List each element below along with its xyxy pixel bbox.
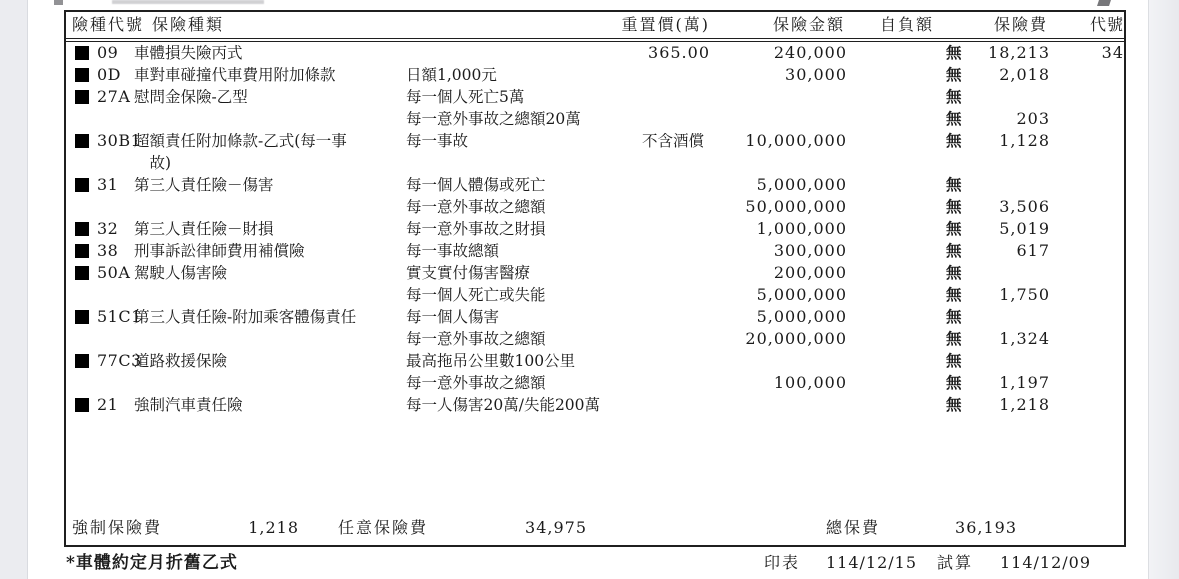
cell-risk-code: 0D: [97, 65, 122, 84]
cell-insurance-type: 道路救援保險: [134, 352, 228, 370]
print-date-label: 印表: [764, 553, 801, 572]
cell-coverage-desc: 每一個人傷害: [406, 308, 500, 326]
cell-deductible: 無: [946, 175, 962, 194]
cell-insured-amount: 300,000: [773, 241, 847, 260]
table-row: [66, 42, 1124, 64]
table-row: [66, 108, 1124, 130]
cell-coverage-desc: 最高拖吊公里數100公里: [406, 352, 576, 370]
total-premium-label: 總保費: [826, 518, 881, 537]
cell-coverage-desc: 每一意外事故之總額: [406, 198, 546, 216]
cell-deductible: 無: [946, 307, 962, 326]
col-header-agent-code: 代號: [1089, 15, 1124, 34]
cell-insured-amount: 30,000: [785, 65, 847, 84]
col-header-premium: 保險費: [993, 15, 1048, 34]
table-row: [66, 240, 1124, 262]
cell-deductible: 無: [946, 65, 962, 84]
cell-deductible: 無: [946, 351, 962, 370]
cell-premium: 1,324: [999, 329, 1050, 348]
table-row: [66, 284, 1124, 306]
row-marker-square: [75, 222, 89, 236]
table-row: [66, 328, 1124, 350]
cell-premium: 203: [1016, 109, 1050, 128]
cell-insured-amount: 1,000,000: [756, 219, 847, 238]
table-row: [66, 394, 1124, 416]
table-row: [66, 372, 1124, 394]
cell-risk-code: 50A: [97, 263, 131, 282]
cell-premium: 18,213: [988, 43, 1050, 62]
cutoff-top-left-artifact: [54, 0, 63, 5]
trial-calc-date-value: 114/12/09: [1000, 553, 1092, 572]
cell-risk-code: 32: [97, 219, 119, 238]
row-marker-square: [75, 134, 89, 148]
table-row: [66, 152, 1124, 174]
table-row: [66, 306, 1124, 328]
cell-insurance-type: 強制汽車責任險: [134, 396, 243, 414]
table-row: [66, 130, 1124, 152]
cell-deductible: 無: [946, 43, 962, 62]
cell-coverage-desc: 每一意外事故之財損: [406, 220, 546, 238]
table-row: [66, 262, 1124, 284]
cell-deductible: 無: [946, 131, 962, 150]
body-depreciation-footnote: *車體約定月折舊乙式: [66, 553, 238, 573]
cell-premium: 1,218: [999, 395, 1050, 414]
cell-note: 不含酒償: [642, 132, 705, 150]
cell-deductible: 無: [946, 329, 962, 348]
cell-insured-amount: 5,000,000: [756, 285, 847, 304]
cell-deductible: 無: [946, 241, 962, 260]
row-marker-square: [75, 266, 89, 280]
cell-coverage-desc: 每一個人死亡5萬: [406, 88, 525, 106]
cell-insured-amount: 5,000,000: [756, 307, 847, 326]
row-marker-square: [75, 354, 89, 368]
viewer-left-gutter: [0, 0, 28, 579]
trial-calc-date-label: 試算: [937, 553, 974, 572]
cell-insured-amount: 200,000: [773, 263, 847, 282]
cell-coverage-desc: 每一人傷害20萬/失能200萬: [406, 396, 601, 414]
cell-insurance-type: 第三人責任險-附加乘客體傷責任: [134, 308, 357, 326]
cell-insurance-type: 第三人責任險－傷害: [134, 176, 274, 194]
total-premium-value: 36,193: [955, 518, 1017, 537]
cell-premium: 1,197: [999, 373, 1050, 392]
cell-deductible: 無: [946, 109, 962, 128]
cell-premium: 1,128: [999, 131, 1050, 150]
cutoff-top-text-artifact: [112, 0, 264, 4]
cell-coverage-desc: 每一個人體傷或死亡: [406, 176, 546, 194]
cell-insurance-type: 第三人責任險－財損: [134, 220, 274, 238]
row-marker-square: [75, 68, 89, 82]
cell-insured-amount: 240,000: [773, 43, 847, 62]
compulsory-premium-label: 強制保險費: [72, 518, 163, 537]
cell-agent-code: 34: [1101, 43, 1124, 62]
row-marker-square: [75, 178, 89, 192]
col-header-risk-code: 險種代號: [72, 15, 145, 34]
cell-premium: 2,018: [999, 65, 1050, 84]
cell-risk-code: 51C1: [97, 307, 142, 326]
cell-premium: 3,506: [999, 197, 1050, 216]
cell-replacement-value: 365.00: [648, 43, 710, 62]
table-row: [66, 218, 1124, 240]
cell-deductible: 無: [946, 263, 962, 282]
table-row: [66, 350, 1124, 372]
cell-premium: 1,750: [999, 285, 1050, 304]
col-header-deductible: 自負額: [880, 15, 935, 34]
cell-premium: 617: [1016, 241, 1050, 260]
page-footer: [0, 551, 1179, 575]
col-header-replacement-value: 重置價(萬): [621, 15, 710, 34]
cell-deductible: 無: [946, 87, 962, 106]
cell-insured-amount: 20,000,000: [745, 329, 847, 348]
row-marker-square: [75, 310, 89, 324]
row-marker-square: [75, 90, 89, 104]
cell-deductible: 無: [946, 373, 962, 392]
cell-risk-code: 31: [97, 175, 119, 194]
cell-deductible: 無: [946, 395, 962, 414]
compulsory-premium-value: 1,218: [248, 518, 299, 537]
row-marker-square: [75, 244, 89, 258]
cell-risk-code: 27A: [97, 87, 131, 106]
voluntary-premium-value: 34,975: [525, 518, 587, 537]
table-row: [66, 174, 1124, 196]
cell-coverage-desc: 每一事故: [406, 132, 469, 150]
cell-insurance-type: 刑事訴訟律師費用補償險: [134, 242, 305, 260]
col-header-insured-amount: 保險金額: [772, 15, 845, 34]
cell-risk-code: 38: [97, 241, 119, 260]
cell-deductible: 無: [946, 285, 962, 304]
cell-insurance-type: 超額責任附加條款-乙式(每一事: [134, 132, 347, 150]
cell-insurance-type: 車體損失險丙式: [134, 44, 243, 62]
cell-coverage-desc: 實支實付傷害醫療: [406, 264, 531, 282]
table-body: [66, 42, 1124, 416]
cell-coverage-desc: 每一意外事故之總額: [406, 374, 546, 392]
cell-risk-code: 77C3: [97, 351, 142, 370]
cell-insurance-type: 慰問金保險-乙型: [134, 88, 248, 106]
cell-insurance-type: 故): [134, 154, 172, 172]
table-row: [66, 86, 1124, 108]
cutoff-top-right-artifact: [1097, 0, 1111, 6]
cell-coverage-desc: 每一個人死亡或失能: [406, 286, 546, 304]
insurance-quote-table: [64, 10, 1126, 547]
table-header-row: [66, 12, 1124, 42]
table-row: [66, 196, 1124, 218]
cell-deductible: 無: [946, 197, 962, 216]
cell-coverage-desc: 每一意外事故之總額20萬: [406, 110, 581, 128]
print-date-value: 114/12/15: [826, 553, 918, 572]
totals-row: [66, 517, 1124, 539]
cell-coverage-desc: 每一事故總額: [406, 242, 500, 260]
viewer-right-gutter: [1148, 0, 1179, 579]
cell-insured-amount: 50,000,000: [745, 197, 847, 216]
cell-coverage-desc: 日額1,000元: [406, 66, 497, 84]
row-marker-square: [75, 46, 89, 60]
cell-insured-amount: 100,000: [773, 373, 847, 392]
row-marker-square: [75, 398, 89, 412]
cell-deductible: 無: [946, 219, 962, 238]
cell-risk-code: 09: [97, 43, 119, 62]
col-header-insurance-type: 保險種類: [152, 15, 225, 34]
voluntary-premium-label: 任意保險費: [338, 518, 429, 537]
cell-premium: 5,019: [999, 219, 1050, 238]
cell-risk-code: 30B1: [97, 131, 142, 150]
cell-coverage-desc: 每一意外事故之總額: [406, 330, 546, 348]
cell-risk-code: 21: [97, 395, 119, 414]
cell-insured-amount: 5,000,000: [756, 175, 847, 194]
cell-insurance-type: 駕駛人傷害險: [134, 264, 228, 282]
table-row: [66, 64, 1124, 86]
cell-insured-amount: 10,000,000: [745, 131, 847, 150]
cell-insurance-type: 車對車碰撞代車費用附加條款: [134, 66, 336, 84]
